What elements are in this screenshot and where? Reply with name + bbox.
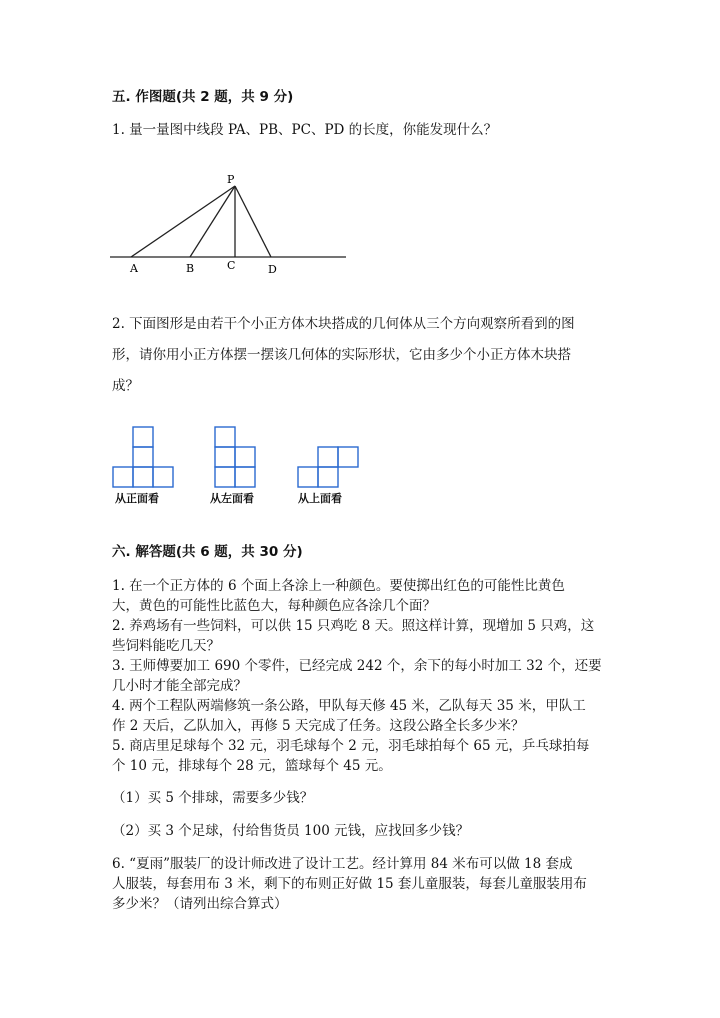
q6-6-line1: 6. “夏雨”服装厂的设计师改进了设计工艺。经计算用 84 米布可以做 18 套成: [112, 856, 573, 872]
q6-line-4: 3. 王师傅要加工 690 个零件，已经完成 242 个，余下的每小时加工 32 个，还要: [112, 658, 602, 674]
label-d: D: [268, 263, 277, 276]
section5-title: 五. 作图题(共 2 题，共 9 分): [112, 89, 294, 105]
q6-line-2: 2. 养鸡场有一些饲料，可以供 15 只鸡吃 8 天。照这样计算，现增加 5 只鸡，这: [112, 618, 595, 634]
left-view-grid: [215, 427, 255, 487]
top-view-grid: [298, 447, 358, 487]
question-5-2-line2: 形，请你用小正方体摆一摆该几何体的实际形状，它由多少个小正方体木块搭: [112, 347, 571, 363]
section6-title: 六. 解答题(共 6 题，共 30 分): [112, 544, 303, 560]
label-p: P: [227, 173, 235, 186]
question-5-2-line1: 2. 下面图形是由若干个小正方体木块搭成的几何体从三个方向观察所看到的图: [112, 316, 575, 332]
label-b: B: [186, 262, 195, 275]
q6-line-9: 个 10 元，排球每个 28 元，篮球每个 45 元。: [112, 758, 392, 774]
q6-line-0: 1. 在一个正方体的 6 个面上各涂上一种颜色。要使掷出红色的可能性比黄色: [112, 578, 565, 594]
view-label-front: 从正面看: [115, 492, 159, 505]
q6-line-3: 些饲料能吃几天？: [112, 638, 220, 654]
label-c: C: [227, 259, 236, 272]
segment-pd: [235, 186, 271, 257]
q6-6-line3: 多少米？（请列出综合算式）: [112, 896, 288, 912]
q6-line-8: 5. 商店里足球每个 32 元，羽毛球每个 2 元，羽毛球拍每个 65 元，乒乓球拍每: [112, 738, 590, 754]
question-5-2-line3: 成？: [112, 378, 139, 394]
q6-6-line2: 人服装，每套用布 3 米，剩下的布则正好做 15 套儿童服装，每套儿童服装用布: [112, 876, 587, 892]
segment-pb: [190, 186, 235, 257]
segment-pa: [131, 186, 235, 257]
view-label-top: 从上面看: [298, 492, 342, 505]
q6-5-sub1: （1）买 5 个排球，需要多少钱？: [112, 790, 314, 806]
view-label-left: 从左面看: [210, 492, 254, 505]
front-view-grid: [113, 427, 173, 487]
q6-5-sub2: （2）买 3 个足球，付给售货员 100 元钱，应找回多少钱？: [112, 823, 470, 839]
q6-line-7: 作 2 天后，乙队加入，再修 5 天完成了任务。这段公路全长多少米？: [112, 718, 525, 734]
q6-line-6: 4. 两个工程队两端修筑一条公路，甲队每天修 45 米，乙队每天 35 米，甲队工: [112, 698, 586, 714]
q6-line-5: 几小时才能全部完成？: [112, 678, 247, 694]
question-5-1: 1. 量一量图中线段 PA、PB、PC、PD 的长度，你能发现什么？: [112, 122, 498, 138]
q6-line-1: 大，黄色的可能性比蓝色大，每种颜色应各涂几个面？: [112, 598, 436, 614]
label-a: A: [130, 262, 138, 275]
